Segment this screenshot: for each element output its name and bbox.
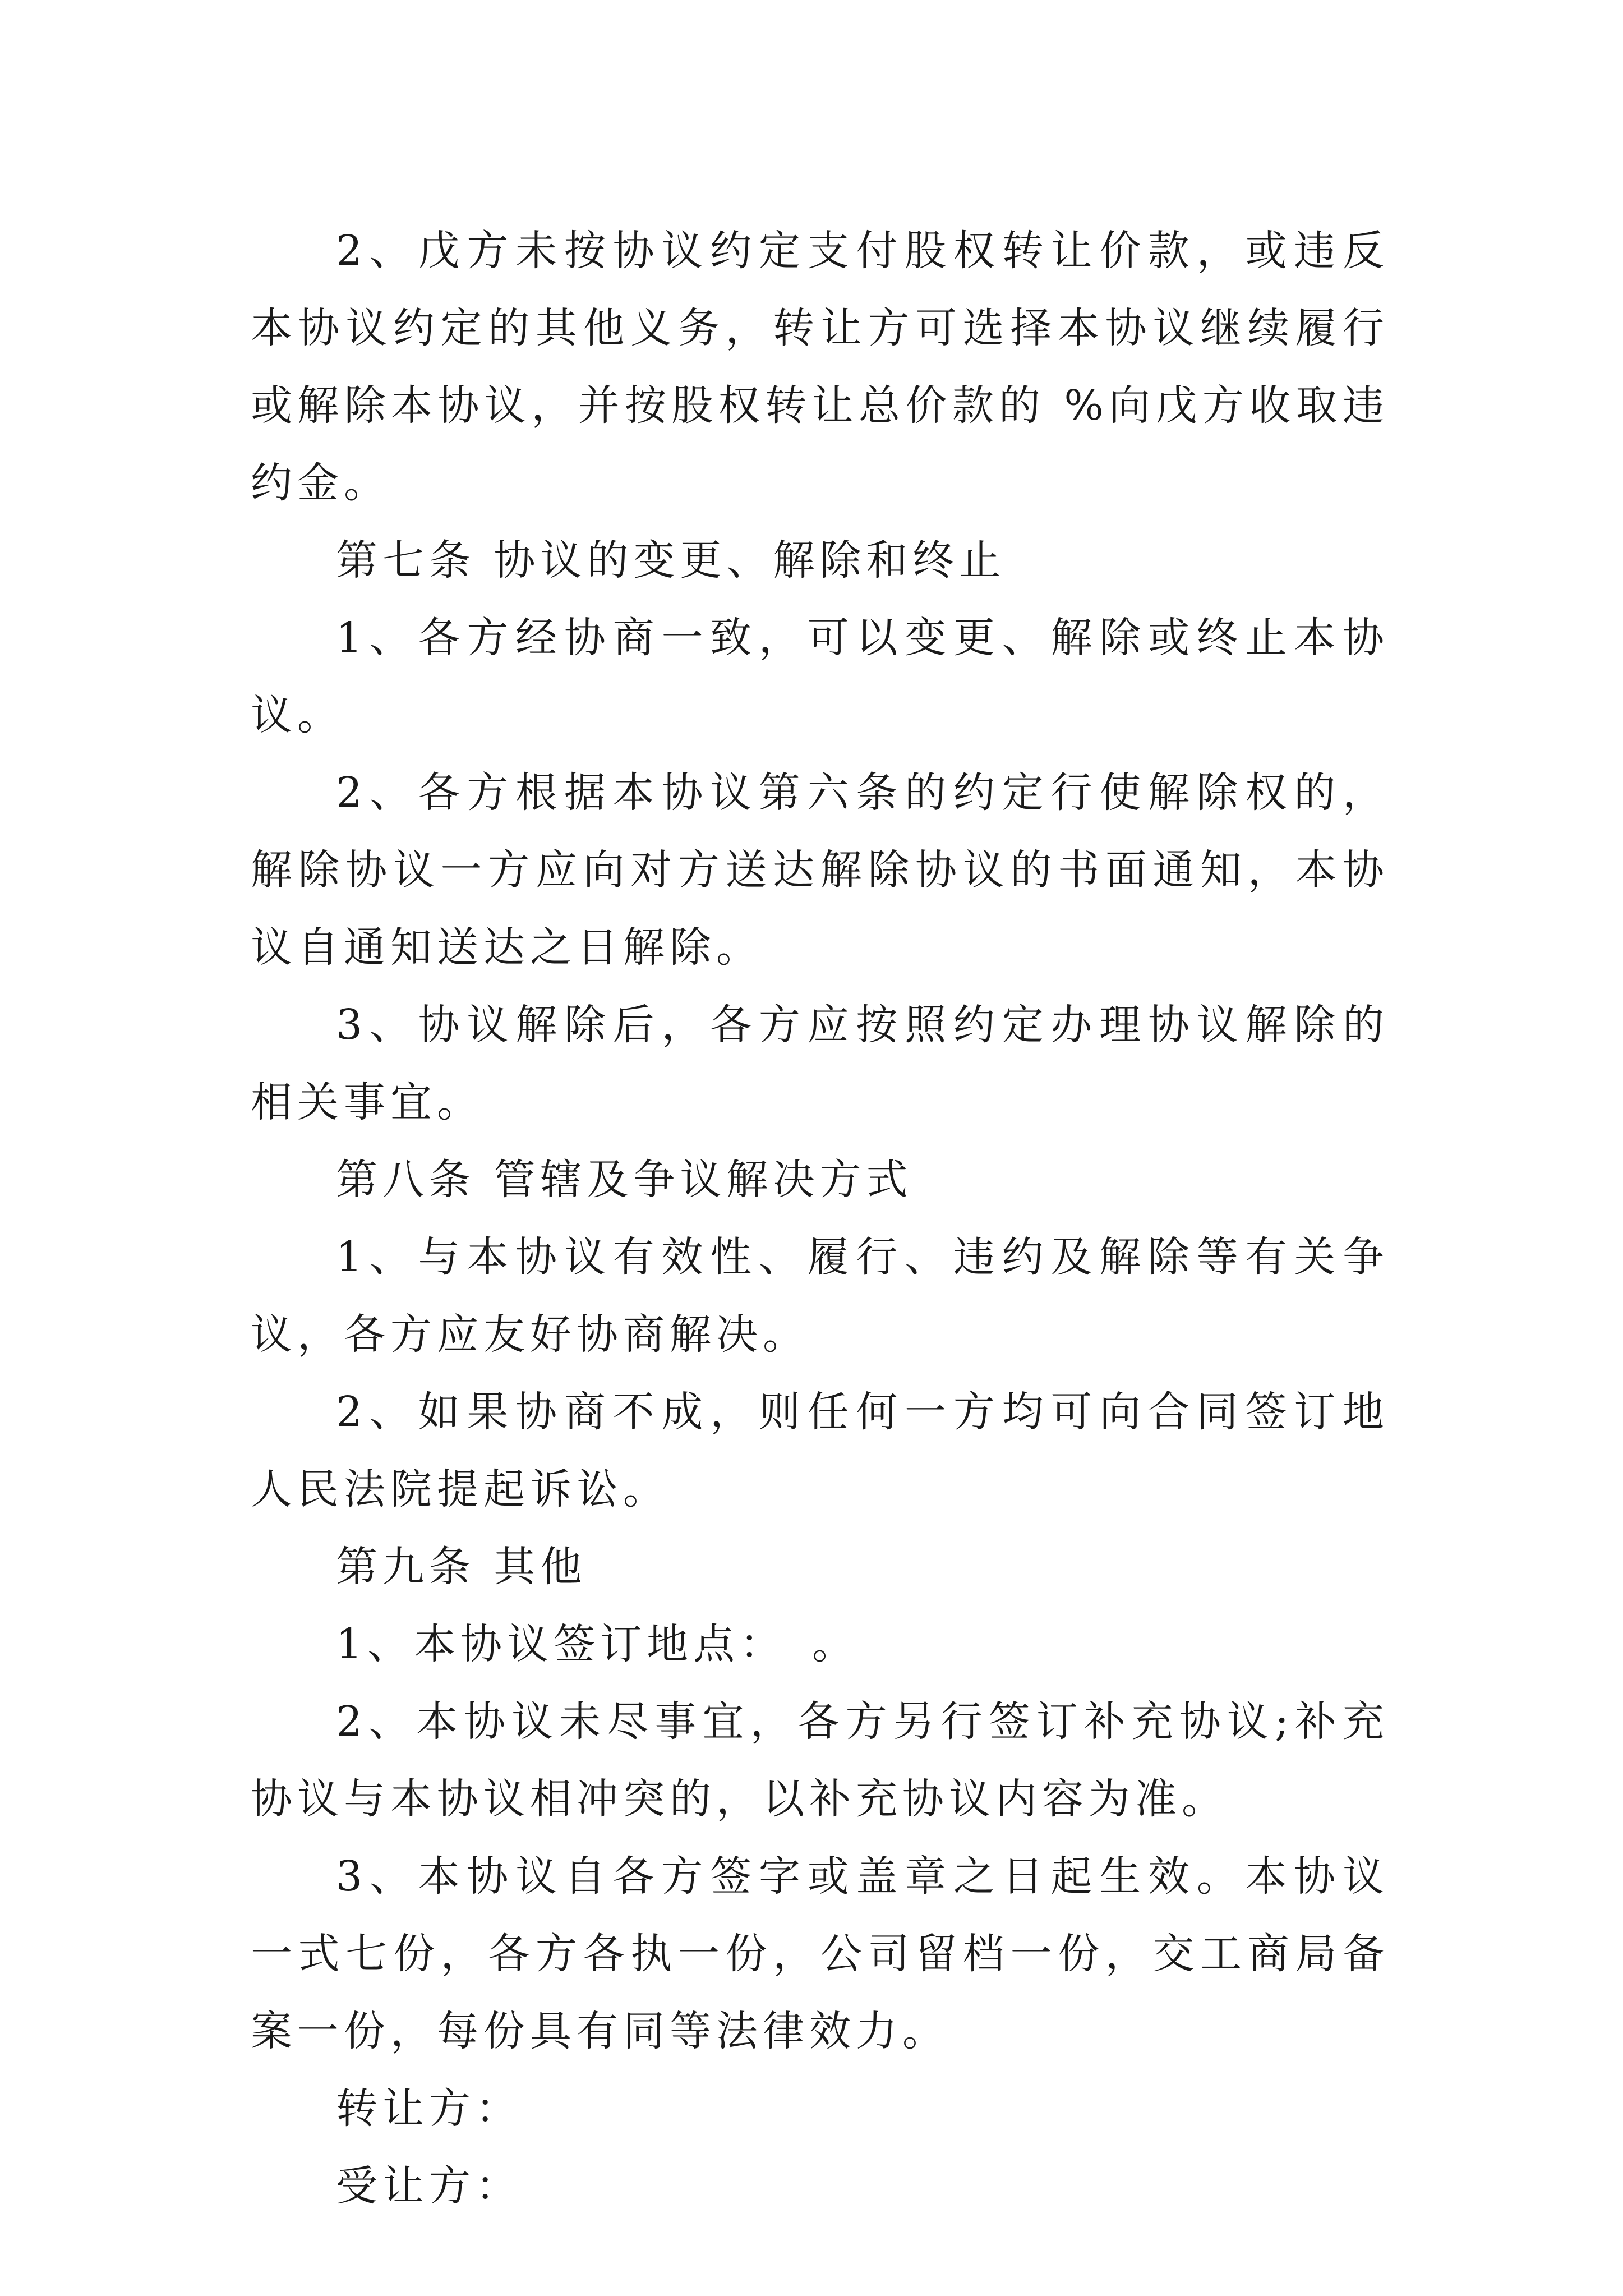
clause-8-item-2: 2、如果协商不成，则任何一方均可向合同签订地人民法院提起诉讼。 <box>251 1388 1389 1513</box>
article-8-heading: 第八条 管辖及争议解决方式 <box>336 1156 913 1204</box>
article-7-heading: 第七条 协议的变更、解除和终止 <box>336 536 1006 585</box>
clause-7-item-3: 3、协议解除后，各方应按照约定办理协议解除的相关事宜。 <box>251 1001 1389 1126</box>
clause-8-item-1: 1、与本协议有效性、履行、违约及解除等有关争议，各方应友好协商解决。 <box>251 1233 1389 1359</box>
clause-9-item-2: 2、本协议未尽事宜，各方另行签订补充协议;补充协议与本协议相冲突的，以补充协议内容为准。 <box>251 1697 1389 1823</box>
clause-7-item-1: 1、各方经协商一致，可以变更、解除或终止本协议。 <box>251 614 1389 739</box>
transferee-signature-line: 受让方： <box>336 2162 522 2210</box>
clause-7-item-2: 2、各方根据本协议第六条的约定行使解除权的，解除协议一方应向对方送达解除协议的书面通知，本协议自通知送达之日解除。 <box>251 769 1389 972</box>
document-body <box>251 212 1389 2225</box>
clause-9-item-1: 1、本协议签订地点： 。 <box>336 1620 859 1668</box>
clause-9-item-3: 3、本协议自各方签字或盖章之日起生效。本协议一式七份，各方各执一份，公司留档一份，交工商局备案一份，每份具有同等法律效力。 <box>251 1852 1389 2055</box>
clause-6-item-2: 2、戊方未按协议约定支付股权转让价款，或违反本协议约定的其他义务，转让方可选择本协议继续履行或解除本协议，并按股权转让总价款的 %向戊方收取违约金。 <box>251 227 1389 507</box>
article-9-heading: 第九条 其他 <box>336 1543 587 1591</box>
transferor-signature-line: 转让方： <box>336 2085 522 2133</box>
